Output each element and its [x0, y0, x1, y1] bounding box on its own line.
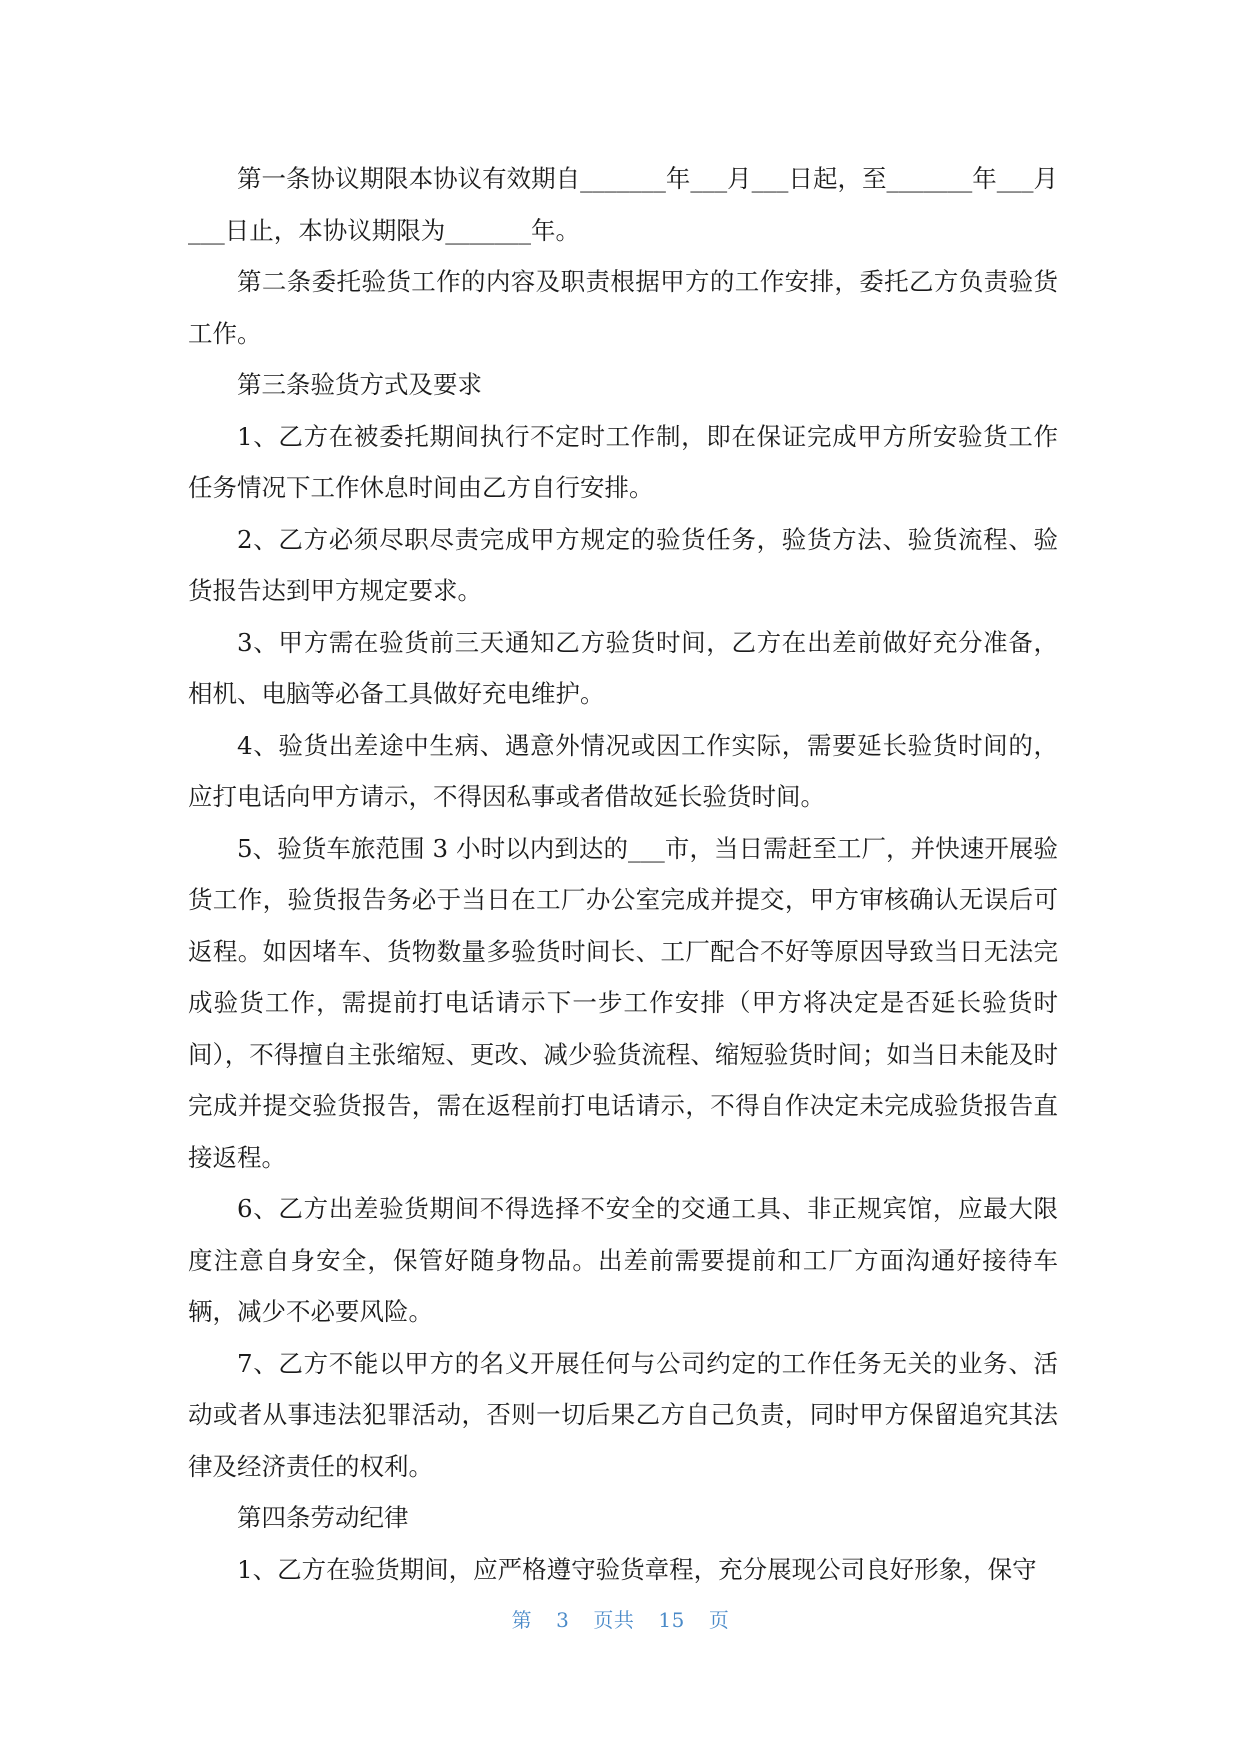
paragraph-item-4: 4、验货出差途中生病、遇意外情况或因工作实际，需要延长验货时间的，应打电话向甲方请示，不得因私事或者借故延长验货时间。	[188, 730, 1058, 811]
paragraph-item-7: 7、乙方不能以甲方的名义开展任何与公司约定的工作任务无关的业务、活动或者从事违法犯罪活动，否则一切后果乙方自己负责，同时甲方保留追究其法律及经济责任的权利。	[188, 1348, 1058, 1481]
heading-article-3: 第三条验货方式及要求	[237, 370, 482, 399]
paragraph-item-1: 1、乙方在被委托期间执行不定时工作制，即在保证完成甲方所安验货工作任务情况下工作休息时间由乙方自行安排。	[188, 421, 1058, 502]
document-body	[188, 153, 1058, 1595]
paragraph-item-2: 2、乙方必须尽职尽责完成甲方规定的验货任务，验货方法、验货流程、验货报告达到甲方规定要求。	[188, 524, 1058, 605]
paragraph-item-5: 5、验货车旅范围 3 小时以内到达的___市，当日需赶至工厂，并快速开展验货工作，验货报告务必于当日在工厂办公室完成并提交，甲方审核确认无误后可返程。如因堵车、货物数量多验货时间长、工厂配合不好等原因导致当日无法完成验货工作，需提前打电话请示下一步工作安排（甲方将决定是否延长验货时间），不得擅自主张缩短、更改、减少验货流程、缩短验货时间；如当日未能及时完成并提交验货报告，需在返程前打电话请示，不得自作决定未完成验货报告直接返程。	[188, 833, 1058, 1172]
footer-total-pages: 15	[658, 1608, 685, 1632]
paragraph-article-4-item-1: 1、乙方在验货期间，应严格遵守验货章程，充分展现公司良好形象，保守	[237, 1554, 1037, 1584]
paragraph-article-1: 第一条协议期限本协议有效期自_______年___月___日起，至_______年___月___日止，本协议期限为_______年。	[188, 164, 1058, 245]
paragraph-item-6: 6、乙方出差验货期间不得选择不安全的交通工具、非正规宾馆，应最大限度注意自身安全，保管好随身物品。出差前需要提前和工厂方面沟通好接待车辆，减少不必要风险。	[188, 1194, 1058, 1326]
paragraph-article-2: 第二条委托验货工作的内容及职责根据甲方的工作安排，委托乙方负责验货工作。	[188, 267, 1058, 348]
footer-label-end: 页	[708, 1608, 730, 1632]
heading-article-4: 第四条劳动纪律	[237, 1503, 409, 1532]
page-footer	[0, 1604, 1241, 1633]
footer-label-page: 第	[511, 1608, 533, 1632]
footer-current-page: 3	[556, 1608, 570, 1632]
paragraph-item-3: 3、甲方需在验货前三天通知乙方验货时间，乙方在出差前做好充分准备，相机、电脑等必备工具做好充电维护。	[188, 627, 1058, 708]
footer-label-of: 页共	[593, 1608, 635, 1632]
